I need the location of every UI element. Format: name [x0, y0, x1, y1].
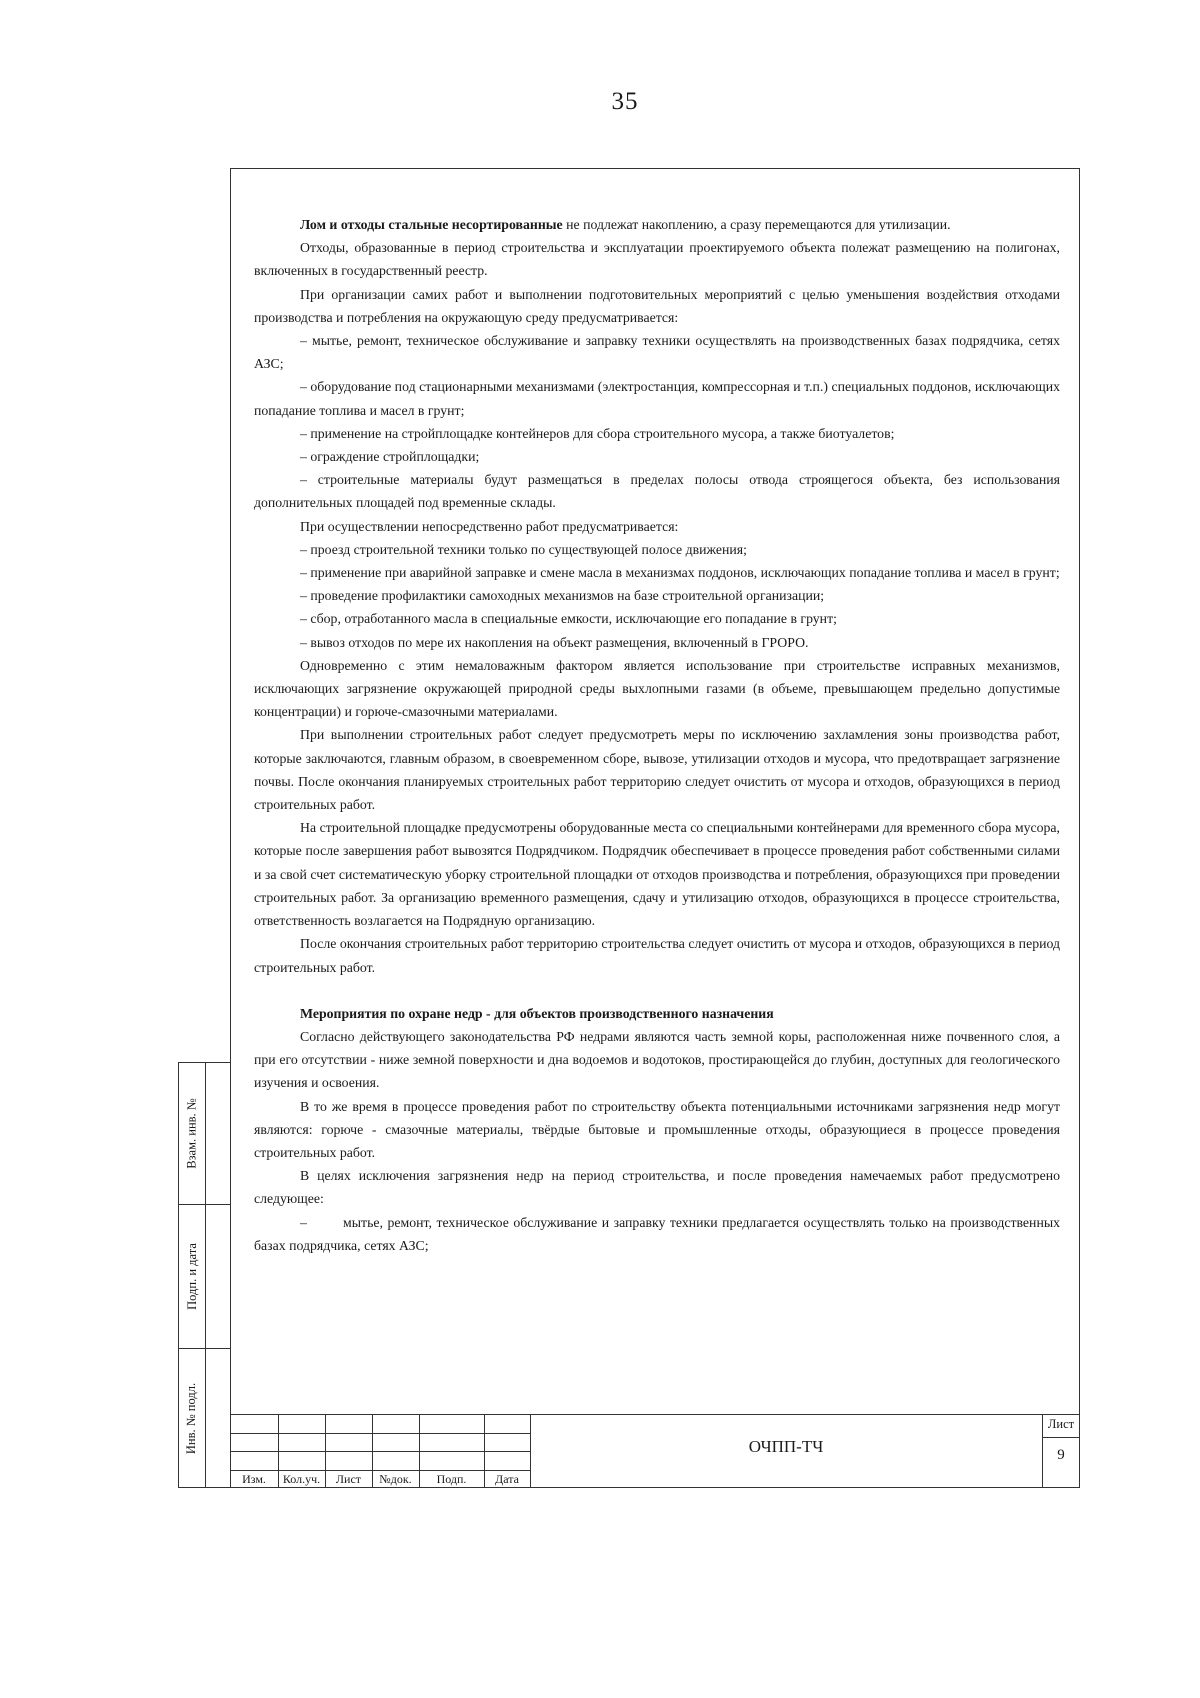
paragraph-text: В целях исключения загрязнения недр на период строительства, и после проведения намечаемых работ предусмотрено следующее:	[254, 1168, 1064, 1207]
paragraph	[254, 1211, 1064, 1257]
paragraph	[254, 816, 1064, 932]
paragraph-text: – применение на стройплощадке контейнеров для сбора строительного мусора, а также биотуалетов;	[300, 425, 895, 441]
paragraph	[254, 236, 1064, 282]
paragraph	[254, 375, 1064, 421]
paragraph	[254, 723, 1064, 816]
paragraph-text: – сбор, отработанного масла в специальные емкости, исключающие его попадание в грунт;	[300, 611, 837, 627]
stamp-header-izm: Изм.	[242, 1472, 266, 1486]
paragraph-bold: Мероприятия по охране недр - для объектов производственного назначения	[300, 1005, 774, 1021]
paragraph-text: Отходы, образованные в период строительства и эксплуатации проектируемого объекта полежат размещению на полигонах, включенных в государственный реестр.	[254, 240, 1064, 279]
paragraph-text: При осуществлении непосредственно работ предусматривается:	[300, 518, 679, 534]
stamp-header-kol-uch: Кол.уч.	[282, 1472, 321, 1486]
paragraph-text: Одновременно с этим немаловажным фактором является использование при строительстве исправных механизмов, исключающих загрязнение окружающей природной среды выхлопными газами (в объеме, превышающем предельно допустимые концентрации) и горюче-смазочными материалами.	[254, 657, 1064, 720]
side-strip	[178, 1062, 230, 1488]
paragraph-text: Согласно действующего законодательства РФ недрами являются часть земной коры, расположенная ниже почвенного слоя, а при его отсутствии - ниже земной поверхности и дна водоемов и водотоков, простирающейся до глубин, доступных для геологического изучения и освоения.	[254, 1028, 1064, 1091]
stamp-header-data: Дата	[495, 1472, 519, 1486]
paragraph-bold: Лом и отходы стальные несортированные	[300, 217, 563, 232]
paragraph-text: При выполнении строительных работ следует предусмотреть меры по исключению захламления зоны производства работ, которые заключаются, главным образом, в своевременном сборе, вывозе, утилизации отходов и мусора, что предотвращает загрязнение почвы. После окончания планируемых строительных работ территорию следует очистить от мусора и отходов, образующихся в период строительных работ.	[254, 727, 1064, 813]
side-strip-divider	[205, 1063, 206, 1487]
paragraph-text: После окончания строительных работ территорию строительства следует очистить от мусора и отходов, образующихся в период строительных работ.	[254, 936, 1064, 975]
paragraph	[254, 329, 1064, 375]
title-block	[230, 1414, 1080, 1488]
paragraph	[254, 468, 1064, 514]
paragraph	[254, 631, 1060, 654]
sheet-number: 9	[1057, 1447, 1065, 1463]
side-label-podp-data: Подп. и дата	[184, 1242, 199, 1310]
paragraph-text: – оборудование под стационарными механизмами (электростанция, компрессорная и т.п.) специальных поддонов, исключающих попадание топлива и масел в грунт;	[254, 379, 1064, 418]
paragraph-text: – проезд строительной техники только по существующей полосе движения;	[300, 541, 747, 557]
paragraph	[254, 1095, 1064, 1165]
paragraph	[254, 584, 1060, 607]
stamp-header-podp: Подп.	[436, 1472, 467, 1486]
paragraph	[254, 445, 1060, 468]
paragraph	[254, 1002, 1060, 1025]
paragraph	[254, 515, 1060, 538]
paragraph-text: – мытье, ремонт, техническое обслуживание и заправку техники осуществлять на производственных базах подрядчика, сетях АЗС;	[254, 333, 1064, 372]
paragraph	[254, 932, 1064, 978]
stamp-header-ndok: №док.	[379, 1472, 412, 1486]
paragraph	[254, 1164, 1064, 1210]
document-body	[254, 213, 1064, 1257]
paragraph	[254, 654, 1064, 724]
side-label-vzam: Взам. инв. №	[184, 1098, 199, 1169]
paragraph-text: На строительной площадке предусмотрены оборудованные места со специальными контейнерами для временного сбора мусора, которые после завершения работ вывозятся Подрядчиком. Подрядчик обеспечивает в процессе проведения работ собственными силами и за свой счет систематическую уборку строительной площадки от отходов производства и потребления, образующихся при проведении строительных работ. За организацию временного размещения, сдачу и утилизацию отходов, образующихся в процессе строительства, ответственность возлагается на Подрядную организацию.	[254, 820, 1064, 929]
paragraph	[254, 213, 1060, 236]
side-label-inv-podl: Инв. № подл.	[184, 1382, 199, 1455]
paragraph-text: не подлежат накоплению, а сразу перемещаются для утилизации.	[562, 217, 951, 232]
paragraph	[254, 283, 1064, 329]
sheet-label: Лист	[1047, 1417, 1075, 1431]
paragraph-text: – применение при аварийной заправке и смене масла в механизмах поддонов, исключающих попадание топлива и масел в грунт;	[300, 565, 1060, 581]
paragraph	[254, 561, 1060, 584]
paragraph-text: – мытье, ремонт, техническое обслуживание и заправку техники предлагается осуществлять только на производственных базах подрядчика, сетях АЗС;	[254, 1214, 1064, 1253]
paragraph	[254, 607, 1060, 630]
paragraph-text: – ограждение стройплощадки;	[300, 449, 480, 465]
stamp-header-list: Лист	[335, 1472, 362, 1486]
page-number: 35	[611, 88, 639, 115]
paragraph-text: – проведение профилактики самоходных механизмов на базе строительной организации;	[300, 588, 825, 604]
paragraph-text: – вывоз отходов по мере их накопления на объект размещения, включенный в ГРОРО.	[300, 634, 809, 650]
paragraph	[254, 538, 1060, 561]
paragraph-text: – строительные материалы будут размещаться в пределах полосы отвода строящегося объекта, без использования дополнительных площадей под временные склады.	[254, 472, 1064, 511]
paragraph-text: При организации самих работ и выполнении подготовительных мероприятий с целью уменьшения воздействия отходами производства и потребления на окружающую среду предусматривается:	[254, 286, 1064, 325]
document-code: ОЧПП-ТЧ	[748, 1437, 824, 1456]
paragraph-text: В то же время в процессе проведения работ по строительству объекта потенциальными источниками загрязнения недр могут являются: горюче - смазочные материалы, твёрдые бытовые и промышленные отходы, образующиеся в процессе проведения строительных работ.	[254, 1098, 1064, 1160]
paragraph	[254, 422, 1060, 445]
paragraph	[254, 1025, 1064, 1095]
